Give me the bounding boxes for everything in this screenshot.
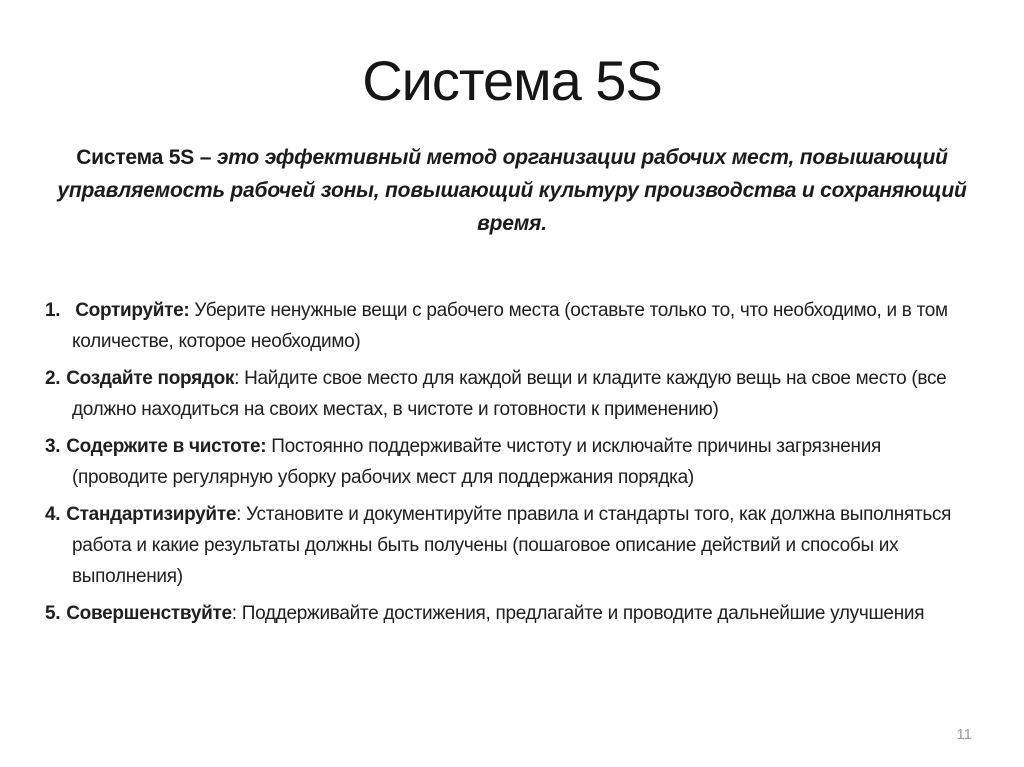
list-item-1 <box>45 295 975 357</box>
intro-lead: Система 5S – <box>76 146 217 169</box>
list-item-3 <box>45 431 975 493</box>
list-item-5 <box>45 598 975 629</box>
intro-line-2: управляемость рабочей зоны, повышающий культуру производства и сохраняющий <box>57 179 967 202</box>
item-term: Содержите в чистоте: <box>66 436 267 457</box>
list-item-2 <box>45 363 975 425</box>
item-description: : Поддерживайте достижения, предлагайте и проводите дальнейшие улучшения <box>231 603 925 624</box>
item-number: 5. <box>45 603 61 624</box>
item-term: Стандартизируйте <box>66 504 237 525</box>
item-description: : Установите и документируйте правила и стандарты того, как должна выполняться работа и какие результаты должны быть получены (пошаговое описание действий и способы их выполнения) <box>72 504 952 587</box>
intro-line-1 <box>22 141 1002 174</box>
steps-list <box>45 295 975 635</box>
item-number: 4. <box>45 504 61 525</box>
item-term: Создайте порядок <box>66 368 235 389</box>
item-term: Сортируйте: <box>75 300 190 321</box>
slide-title: Система 5S <box>362 49 662 112</box>
item-description: : Найдите свое место для каждой вещи и кладите каждую вещь на свое место (все должно находиться на своих местах, в чистоте и готовности к применению) <box>72 368 947 420</box>
list-item-4 <box>45 499 975 592</box>
intro-line-3: время. <box>477 212 547 235</box>
item-description: Постоянно поддерживайте чистоту и исключайте причины загрязнения (проводите регулярную уборку рабочих мест для поддержания порядка) <box>72 436 882 488</box>
intro-paragraph <box>22 141 1002 240</box>
item-number: 2. <box>45 368 61 389</box>
item-description: Уберите ненужные вещи с рабочего места (оставьте только то, что необходимо, и в том количестве, которое необходимо) <box>72 300 948 352</box>
item-term: Совершенствуйте <box>66 603 232 624</box>
intro-line-1-rest: это эффективный метод организации рабочих мест, повышающий <box>216 146 948 169</box>
item-number: 3. <box>45 436 61 457</box>
page-number: 11 <box>956 726 972 743</box>
item-number: 1. <box>45 300 61 321</box>
